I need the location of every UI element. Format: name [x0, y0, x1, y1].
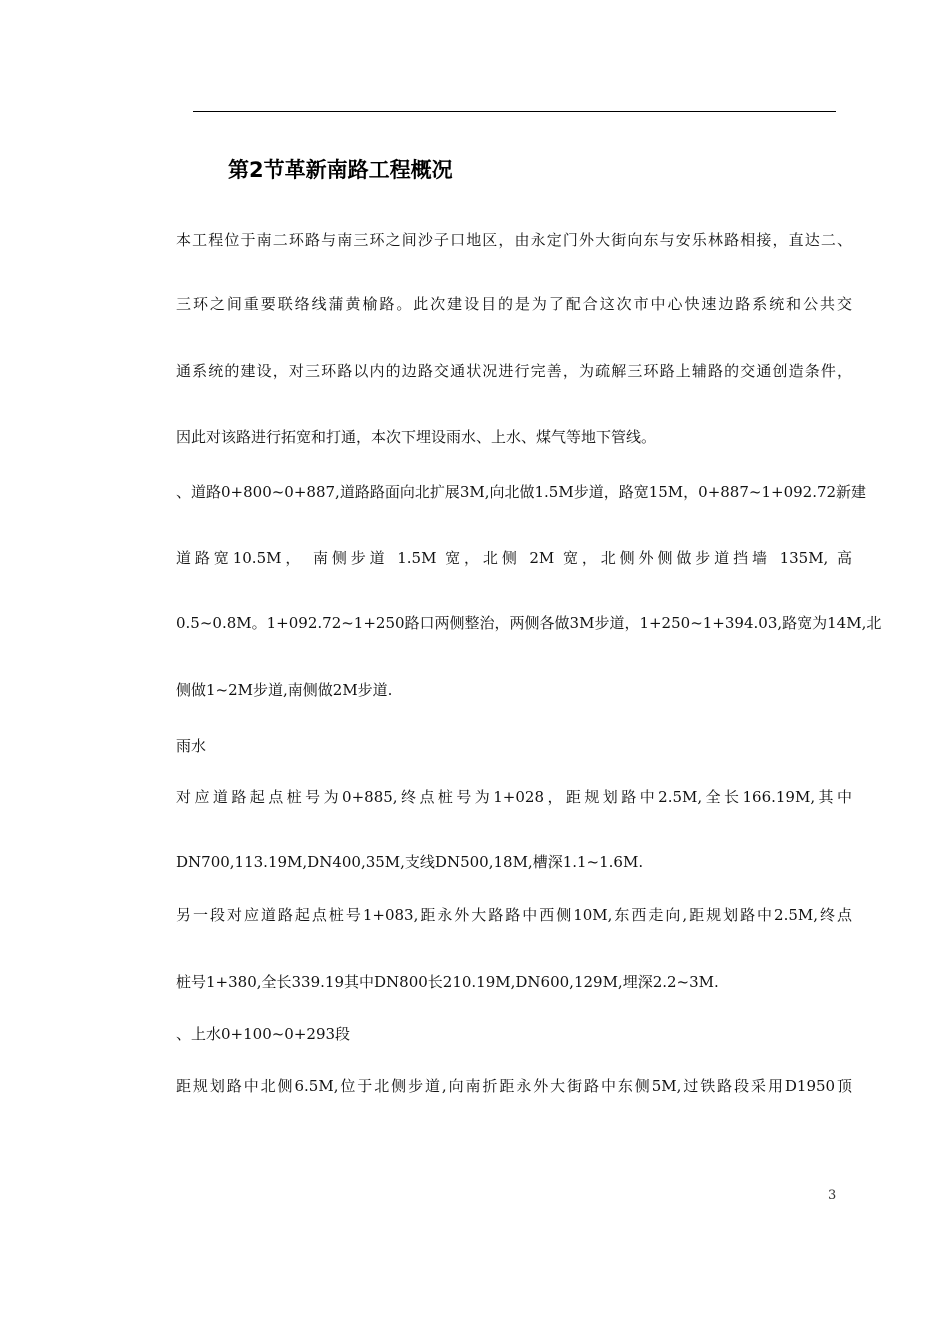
rain-label: 雨水 [176, 737, 207, 755]
intro-line-3: 通系统的建设，对三环路以内的边路交通状况进行完善，为疏解三环路上辅路的交通创造条件， [176, 362, 852, 380]
rain-line-1: 对应道路起点桩号为0+885,终点桩号为1+028，距规划路中2.5M,全长166.19M,其中 [176, 788, 852, 806]
road-line-3: 0.5~0.8M。1+092.72~1+250路口两侧整治，两侧各做3M步道，1+250~1+394.03,路宽为14M,北 [176, 614, 882, 632]
water-label: 、上水0+100~0+293段 [176, 1025, 351, 1043]
water-line-1: 距规划路中北侧6.5M,位于北侧步道,向南折距永外大街路中东侧5M,过铁路段采用D1950顶 [176, 1077, 852, 1095]
rain-line-3: 另一段对应道路起点桩号1+083,距永外大路路中西侧10M,东西走向,距规划路中2.5M,终点 [176, 906, 852, 924]
page-number: 3 [828, 1188, 837, 1203]
header-rule [193, 111, 836, 112]
road-line-1: 、道路0+800~0+887,道路路面向北扩展3M,向北做1.5M步道，路宽15M，0+887~1+092.72新建 [176, 483, 867, 501]
section-heading: 第2节革新南路工程概况 [228, 158, 453, 182]
intro-line-1: 本工程位于南二环路与南三环之间沙子口地区，由永定门外大街向东与安乐林路相接，直达二、 [176, 231, 852, 249]
road-line-4: 侧做1~2M步道,南侧做2M步道. [176, 681, 393, 699]
road-line-2: 道路宽10.5M， 南侧步道 1.5M 宽，北侧 2M 宽，北侧外侧做步道挡墙 135M, 高 [176, 549, 852, 567]
rain-line-4: 桩号1+380,全长339.19其中DN800长210.19M,DN600,129M,埋深2.2~3M. [176, 973, 719, 991]
intro-line-4: 因此对该路进行拓宽和打通，本次下埋设雨水、上水、煤气等地下管线。 [176, 428, 657, 446]
rain-line-2: DN700,113.19M,DN400,35M,支线DN500,18M,槽深1.1~1.6M. [176, 853, 644, 871]
intro-line-2: 三环之间重要联络线蒲黄榆路。此次建设目的是为了配合这次市中心快速边路系统和公共交 [176, 295, 852, 313]
